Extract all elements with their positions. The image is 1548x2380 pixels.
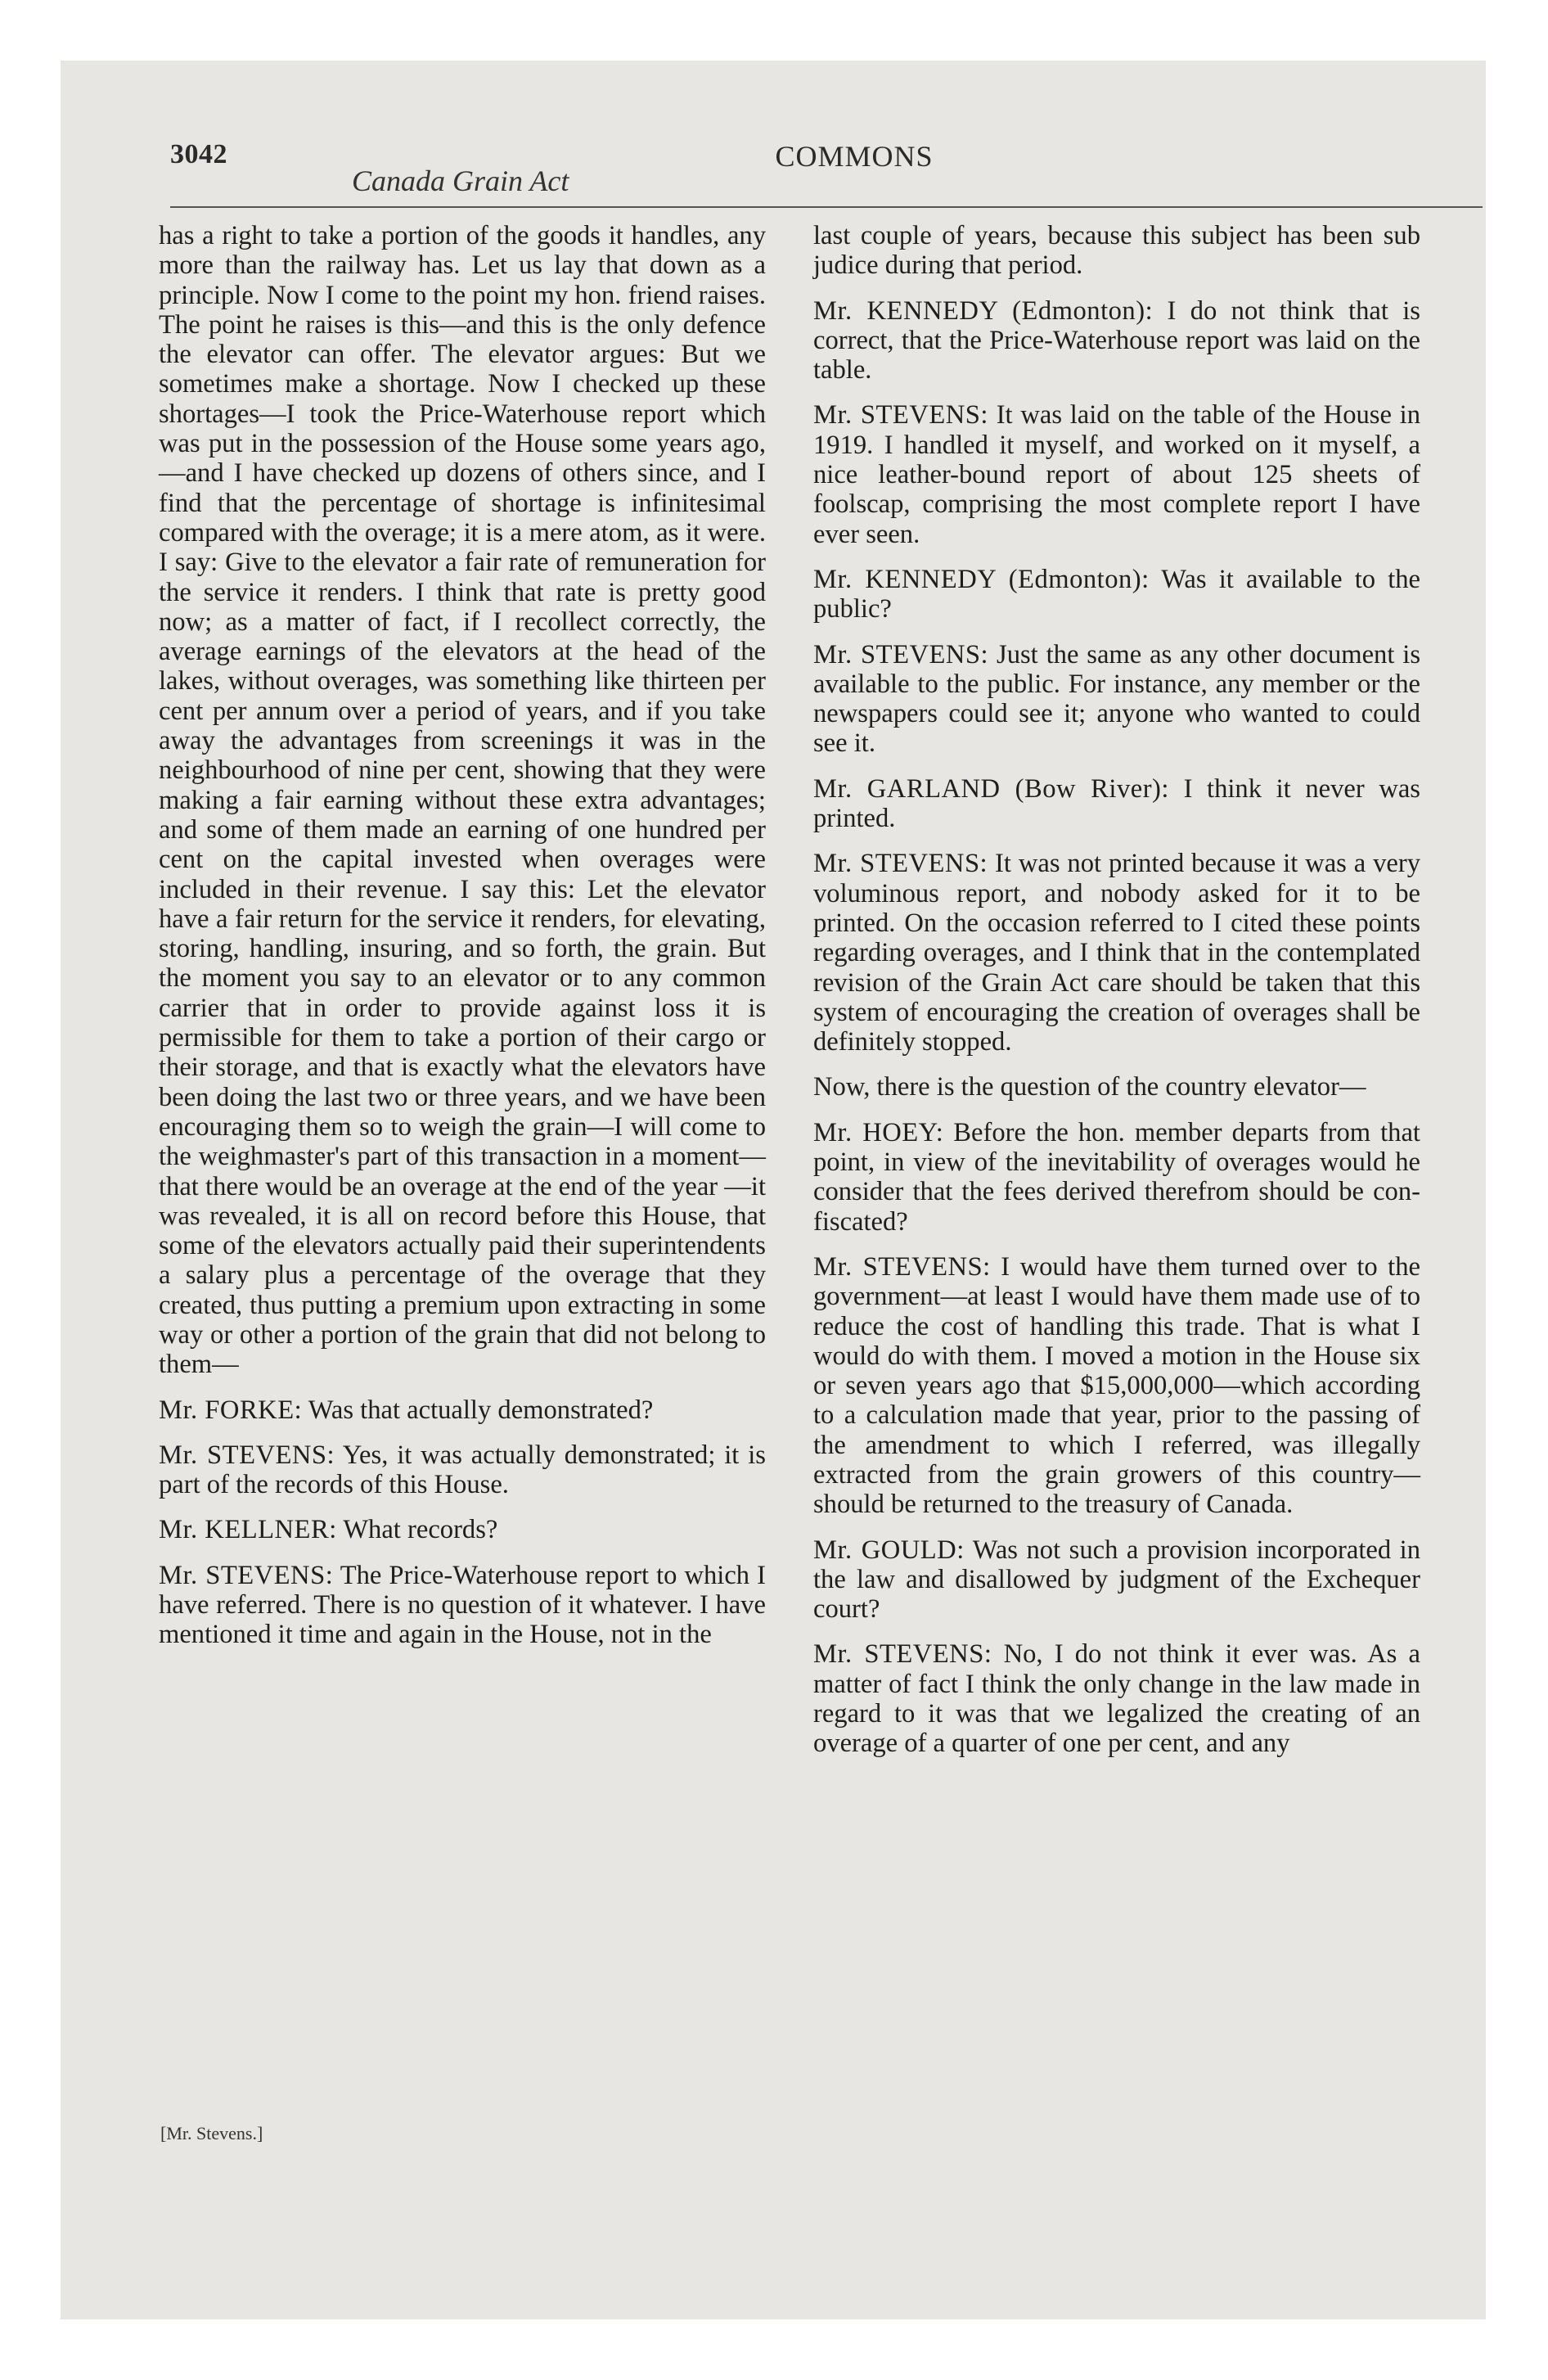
paragraph-text: Yes, it was actually demonstrated; it is part of the records of this House. xyxy=(159,1440,766,1500)
paragraph xyxy=(813,1118,1420,1237)
paragraph xyxy=(813,640,1420,759)
paragraph xyxy=(813,1252,1420,1520)
paragraph-text: Was not such a provision incorporated in the law and disallowed by judgment of the Exchequer court? xyxy=(813,1535,1420,1625)
paragraph xyxy=(813,1072,1420,1102)
scanned-page xyxy=(61,61,1486,2319)
speaker-name: Mr. FORKE: xyxy=(159,1395,303,1425)
paragraph-text: It was laid on the table of the House in 1919. I handled it myself, and worked on it myself, a nice leather-bound report of about 125 sheets of foolscap, comprising the most complete report I have ever seen. xyxy=(813,400,1420,549)
paragraph-text: No, I do not think it ever was. As a matter of fact I think the only change in the law made in regard to it was that we legalized the creating of an overage of a quarter of one per cent, and any xyxy=(813,1639,1420,1759)
speaker-name: Mr. KELLNER: xyxy=(159,1515,337,1545)
paragraph-text: last couple of years, because this subject has been sub judice during that period. xyxy=(813,221,1420,281)
speaker-name: Mr. STEVENS: xyxy=(813,849,988,879)
speaker-name: Mr. KENNEDY (Edmonton): xyxy=(813,295,1154,326)
paragraph xyxy=(813,1535,1420,1625)
paragraph-text: I think it never was printed. xyxy=(813,773,1420,834)
paragraph xyxy=(813,1639,1420,1758)
paragraph xyxy=(813,296,1420,385)
paragraph xyxy=(159,221,766,1380)
paragraph-text: It was not printed because it was a very voluminous report, and nobody asked for it to be printed. On the occasion referred to I cited these points regarding overages, and I think that in the contemplated revision of the Grain Act care should be taken that this system of encouraging the creation of overages shall be definitely stopped. xyxy=(813,849,1420,1057)
speaker-name: Mr. GOULD: xyxy=(813,1535,965,1565)
paragraph-text: Was it available to the public? xyxy=(813,564,1421,624)
speaker-name: Mr. STEVENS: xyxy=(159,1560,334,1590)
speaker-name: Mr. STEVENS: xyxy=(813,1251,991,1282)
paragraph-text: has a right to take a portion of the goods it handles, any more than the railway has. Let us lay that down as a principle. Now I come to the point my hon. friend raises. The point he raises is this—and this is the only defence the elevator can offer. The elevator argues: But we sometimes make a shortage. Now I checked up these shortages—I took the Price-Waterhouse report which was put in the possession of the House some years ago,—and I have checked up dozens of others since, and I find that the percentage of shortage is infinitesimal compared with the overage; it is a mere atom, as it were. I say: Give to the elevator a fair rate of remuneration for the service it renders. I think that rate is pretty good now; as a matter of fact, if I recollect correctly, the average earnings of the elevators at the head of the lakes, without overages, was something like thirteen per cent per annum over a period of years, and if you take away the advantages from screenings it was in the neighbourhood of nine per cent, showing that they were making a fair earning without these extra advantages; and some of them made an earning of one hundred per cent on the capital invested when overages were included in their revenue. I say this: Let the elevator have a fair return for the service it renders, for elevating, storing, handling, insuring, and so forth, the grain. But the moment you say to an elevator or to any common carrier that in order to provide against loss it is permissible for them to take a portion of their cargo or their storage, and that is exactly what the elevators have been doing the last two or three years, and we have been encouraging them so to weigh the grain—I will come to the weighmaster's part of this transaction in a moment—that there would be an overage at the end of the year —it was revealed, it is all on record before this House, that some of the elevators actually paid their superintendents a salary plus a percentage of the overage that they created, thus putting a premium upon extracting in some way or other a portion of the grain that did not belong to them— xyxy=(159,221,766,1380)
paragraph-text: I do not think that is correct, that the Price-Waterhouse report was laid on the table. xyxy=(813,295,1420,385)
page-number: 3042 xyxy=(170,139,227,169)
paragraph xyxy=(159,1515,766,1544)
paragraph xyxy=(813,221,1420,281)
speaker-name: Mr. STEVENS: xyxy=(813,1639,992,1670)
paragraph xyxy=(813,774,1420,834)
speaker-name: Mr. STEVENS: xyxy=(159,1440,335,1470)
header-rule xyxy=(170,206,1483,208)
speaker-name: Mr. GARLAND (Bow River): xyxy=(813,773,1169,804)
page-header xyxy=(61,61,1486,224)
right-column xyxy=(813,221,1420,1774)
speaker-name: Mr. HOEY: xyxy=(813,1117,944,1147)
paragraph-text: Just the same as any other document is available to the public. For instance, any member or the newspapers could see it; anyone who wanted to could see it. xyxy=(813,639,1420,759)
paragraph-text: Was that actually demonstrated? xyxy=(308,1395,654,1425)
paragraph xyxy=(813,849,1420,1057)
speaker-name: Mr. STEVENS: xyxy=(813,400,988,430)
speaker-name: Mr. STEVENS: xyxy=(813,639,989,669)
house-title: COMMONS xyxy=(775,140,934,173)
speaker-name: Mr. KENNEDY (Edmonton): xyxy=(813,564,1150,594)
paragraph-text: The Price-Waterhouse report to which I have referred. There is no question of it whatever. I have mentioned it time and again in the House, not in the xyxy=(159,1560,766,1650)
paragraph xyxy=(159,1561,766,1650)
paragraph xyxy=(813,565,1420,624)
footer-note: [Mr. Stevens.] xyxy=(160,2123,263,2143)
left-column xyxy=(159,221,766,1666)
paragraph-text: I would have them turned over to the government—at least I would have them made use of to reduce the cost of handling this trade. That is what I would do with them. I moved a motion in the House six or seven years ago that $15,000,000—which according to a calculation made that year, prior to the passing of the amendment to which I referred, was illegally extracted from the grain growers of this country—should be returned to the treasury of Canada. xyxy=(813,1251,1420,1520)
paragraph xyxy=(159,1440,766,1500)
paragraph xyxy=(159,1395,766,1425)
section-title: Canada Grain Act xyxy=(352,165,569,197)
paragraph-text: Now, there is the question of the country elevator— xyxy=(813,1072,1366,1102)
paragraph-text: What records? xyxy=(343,1515,498,1545)
paragraph-text: Before the hon. member departs from that point, in view of the inevitability of overages would he consider that the fees derived therefrom should be confiscated? xyxy=(813,1117,1420,1237)
paragraph xyxy=(813,400,1420,548)
